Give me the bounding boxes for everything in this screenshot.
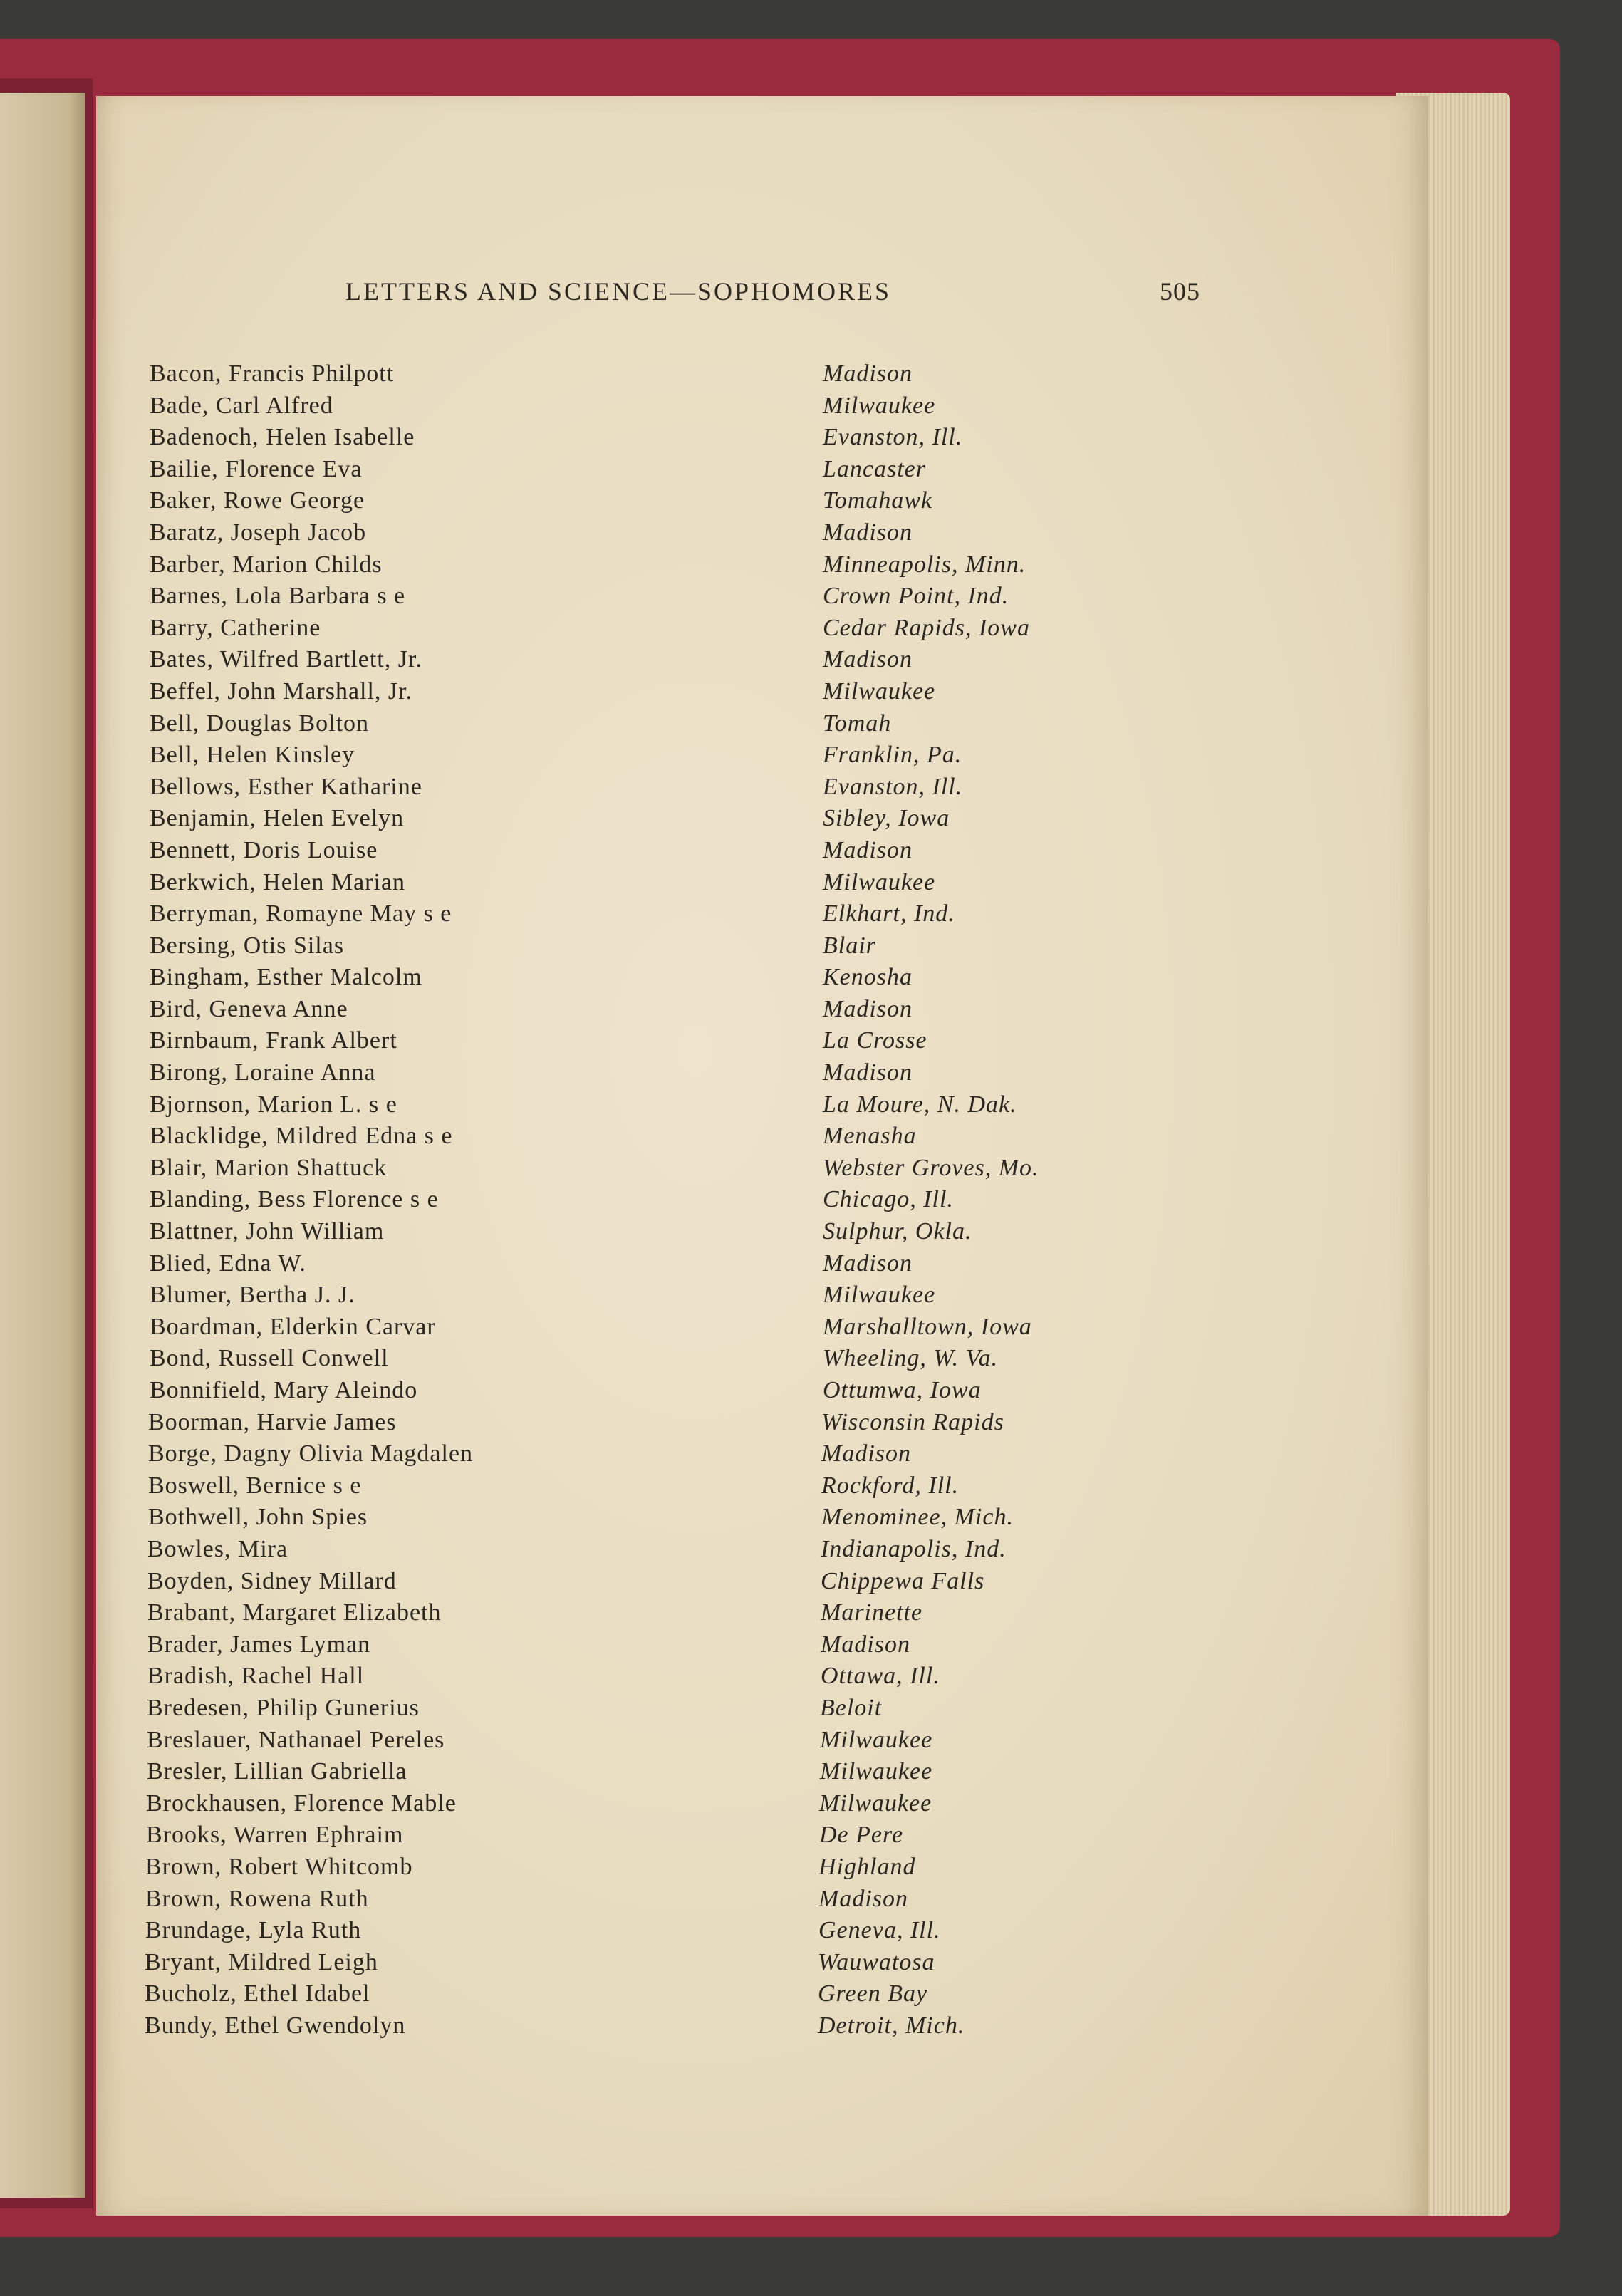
student-hometown: De Pere	[819, 1822, 904, 1849]
list-item	[150, 898, 1147, 930]
student-name: Birong, Loraine Anna	[150, 1059, 376, 1086]
running-head-title: LETTERS AND SCIENCE—SOPHOMORES	[345, 277, 892, 306]
student-name: Blanding, Bess Florence s e	[150, 1186, 439, 1213]
student-name: Bacon, Francis Philpott	[150, 360, 395, 387]
list-item	[146, 1788, 1143, 1820]
student-name: Boyden, Sidney Millard	[147, 1567, 397, 1594]
student-hometown: Webster Groves, Mo.	[823, 1154, 1039, 1181]
list-item	[145, 1884, 1143, 1916]
list-item	[150, 1375, 1147, 1407]
list-item	[150, 1121, 1147, 1153]
student-name: Blumer, Bertha J. J.	[150, 1282, 355, 1309]
list-item	[150, 1025, 1147, 1057]
list-item	[145, 2010, 1142, 2042]
student-roster	[145, 358, 1147, 2042]
student-hometown: Madison	[823, 1059, 913, 1086]
list-item	[147, 1629, 1145, 1661]
student-hometown: Indianapolis, Ind.	[821, 1535, 1007, 1562]
list-item	[150, 708, 1147, 740]
list-item	[150, 517, 1147, 549]
student-name: Boardman, Elderkin Carvar	[150, 1313, 436, 1340]
student-hometown: Menominee, Mich.	[821, 1504, 1014, 1531]
list-item	[150, 803, 1147, 835]
list-item	[150, 835, 1147, 867]
student-hometown: Madison	[823, 360, 913, 387]
student-name: Benjamin, Helen Evelyn	[150, 805, 405, 832]
student-name: Beffel, John Marshall, Jr.	[150, 677, 413, 705]
student-hometown: Wisconsin Rapids	[821, 1408, 1004, 1435]
student-name: Baker, Rowe George	[150, 487, 365, 514]
student-name: Bryant, Mildred Leigh	[145, 1948, 378, 1975]
list-item	[145, 1947, 1142, 1979]
student-name: Borge, Dagny Olivia Magdalen	[148, 1440, 474, 1468]
list-item	[145, 1978, 1142, 2010]
student-hometown: Chicago, Ill.	[823, 1186, 954, 1213]
student-name: Bond, Russell Conwell	[150, 1345, 389, 1372]
list-item	[150, 772, 1147, 804]
student-name: Bird, Geneva Anne	[150, 995, 348, 1022]
student-hometown: Lancaster	[823, 455, 926, 482]
student-name: Blair, Marion Shattuck	[150, 1154, 388, 1181]
student-name: Boorman, Harvie James	[148, 1408, 397, 1435]
student-name: Bowles, Mira	[147, 1535, 288, 1562]
student-name: Bates, Wilfred Bartlett, Jr.	[150, 646, 422, 673]
student-hometown: Cedar Rapids, Iowa	[823, 614, 1030, 641]
list-item	[150, 1153, 1147, 1185]
student-name: Bundy, Ethel Gwendolyn	[145, 2012, 406, 2039]
student-name: Berryman, Romayne May s e	[150, 900, 452, 928]
student-hometown: Detroit, Mich.	[818, 2012, 965, 2039]
student-hometown: Marinette	[821, 1599, 923, 1626]
student-hometown: Milwaukee	[823, 392, 936, 419]
list-item	[150, 390, 1147, 422]
list-item	[150, 613, 1147, 645]
student-name: Bradish, Rachel Hall	[147, 1663, 365, 1690]
list-item	[150, 644, 1147, 676]
student-name: Bade, Carl Alfred	[150, 392, 333, 419]
student-hometown: Evanston, Ill.	[823, 773, 963, 800]
list-item	[150, 930, 1147, 962]
page-number: 505	[1160, 277, 1200, 306]
list-item	[150, 676, 1147, 708]
student-name: Bellows, Esther Katharine	[150, 773, 422, 800]
student-hometown: Sibley, Iowa	[823, 805, 950, 832]
student-hometown: Green Bay	[818, 1980, 928, 2007]
student-name: Badenoch, Helen Isabelle	[150, 424, 415, 451]
student-hometown: Geneva, Ill.	[818, 1917, 941, 1944]
list-item	[148, 1438, 1145, 1470]
student-name: Barry, Catherine	[150, 614, 321, 641]
student-name: Baratz, Joseph Jacob	[150, 519, 367, 546]
list-item	[150, 549, 1147, 581]
list-item	[148, 1470, 1145, 1502]
list-item	[150, 867, 1147, 899]
student-hometown: Milwaukee	[823, 1282, 936, 1309]
student-name: Berkwich, Helen Marian	[150, 868, 406, 895]
student-name: Bresler, Lillian Gabriella	[147, 1758, 407, 1785]
student-name: Bjornson, Marion L. s e	[150, 1091, 397, 1118]
list-item	[145, 1851, 1143, 1884]
student-hometown: Rockford, Ill.	[821, 1472, 960, 1499]
student-name: Bell, Douglas Bolton	[150, 710, 370, 737]
student-name: Brockhausen, Florence Mable	[146, 1789, 457, 1817]
list-item	[150, 1248, 1147, 1280]
student-name: Barber, Marion Childs	[150, 551, 383, 578]
student-name: Bailie, Florence Eva	[150, 455, 363, 482]
list-item	[150, 1343, 1147, 1375]
student-name: Breslauer, Nathanael Pereles	[147, 1726, 445, 1753]
list-item	[150, 581, 1147, 613]
student-hometown: Madison	[821, 1631, 910, 1658]
student-name: Barnes, Lola Barbara s e	[150, 583, 406, 610]
student-hometown: Evanston, Ill.	[823, 424, 963, 451]
student-name: Blattner, John William	[150, 1218, 385, 1245]
student-name: Brown, Robert Whitcomb	[145, 1853, 413, 1880]
student-name: Boswell, Bernice s e	[148, 1472, 362, 1499]
list-item	[150, 358, 1147, 390]
list-item	[147, 1725, 1144, 1757]
student-hometown: Wheeling, W. Va.	[823, 1345, 999, 1372]
list-item	[150, 1279, 1147, 1311]
list-item	[147, 1693, 1144, 1725]
student-hometown: Ottawa, Ill.	[821, 1663, 940, 1690]
list-item	[150, 739, 1147, 772]
running-head	[345, 276, 1200, 312]
list-item	[150, 1057, 1147, 1089]
student-name: Blied, Edna W.	[150, 1250, 306, 1277]
student-name: Brabant, Margaret Elizabeth	[147, 1599, 442, 1626]
previous-page-edge	[0, 93, 85, 2198]
student-hometown: Blair	[823, 932, 876, 959]
student-hometown: Marshalltown, Iowa	[823, 1313, 1032, 1340]
student-hometown: Milwaukee	[819, 1789, 932, 1817]
student-hometown: Milwaukee	[820, 1758, 933, 1785]
student-hometown: Franklin, Pa.	[823, 742, 962, 769]
student-name: Bonnifield, Mary Aleindo	[150, 1377, 418, 1403]
list-item	[150, 454, 1147, 486]
list-item	[150, 1311, 1147, 1344]
student-hometown: Wauwatosa	[818, 1948, 935, 1975]
list-item	[146, 1819, 1143, 1851]
student-hometown: Tomah	[823, 710, 892, 737]
student-hometown: Madison	[823, 519, 913, 546]
student-hometown: Madison	[823, 836, 913, 863]
student-hometown: Milwaukee	[823, 868, 936, 895]
student-name: Brown, Rowena Ruth	[145, 1885, 369, 1912]
student-name: Birnbaum, Frank Albert	[150, 1027, 397, 1054]
student-name: Brader, James Lyman	[147, 1631, 371, 1658]
student-hometown: Ottumwa, Iowa	[823, 1377, 982, 1403]
student-hometown: Madison	[818, 1885, 908, 1912]
list-item	[150, 962, 1147, 994]
student-hometown: Sulphur, Okla.	[823, 1218, 972, 1245]
list-item	[150, 1216, 1147, 1248]
student-name: Bothwell, John Spies	[148, 1504, 368, 1531]
list-item	[150, 1089, 1147, 1121]
student-name: Blacklidge, Mildred Edna s e	[150, 1123, 453, 1150]
list-item	[150, 1184, 1147, 1216]
list-item	[148, 1407, 1145, 1439]
student-name: Bredesen, Philip Gunerius	[147, 1694, 420, 1721]
list-item	[148, 1502, 1145, 1534]
list-item	[147, 1597, 1145, 1629]
list-item	[147, 1756, 1144, 1788]
list-item	[145, 1915, 1143, 1947]
student-hometown: Highland	[818, 1853, 916, 1880]
student-hometown: Menasha	[823, 1123, 917, 1150]
student-hometown: La Moure, N. Dak.	[823, 1091, 1017, 1118]
student-name: Bennett, Doris Louise	[150, 836, 378, 863]
student-name: Bingham, Esther Malcolm	[150, 964, 422, 991]
list-item	[150, 485, 1147, 517]
list-item	[147, 1661, 1145, 1693]
student-hometown: Kenosha	[823, 964, 913, 991]
student-name: Bell, Helen Kinsley	[150, 742, 355, 769]
student-hometown: Madison	[823, 646, 913, 673]
student-hometown: Crown Point, Ind.	[823, 583, 1009, 610]
list-item	[147, 1534, 1145, 1566]
student-name: Bersing, Otis Silas	[150, 932, 345, 959]
student-hometown: Madison	[823, 995, 913, 1022]
student-hometown: La Crosse	[823, 1027, 927, 1054]
student-name: Brundage, Lyla Ruth	[145, 1917, 362, 1944]
list-item	[150, 422, 1147, 454]
student-hometown: Madison	[821, 1440, 911, 1468]
student-hometown: Tomahawk	[823, 487, 933, 514]
student-hometown: Madison	[823, 1250, 913, 1277]
list-item	[147, 1566, 1145, 1598]
student-hometown: Elkhart, Ind.	[823, 900, 955, 928]
student-hometown: Milwaukee	[823, 677, 936, 705]
student-name: Brooks, Warren Ephraim	[146, 1822, 404, 1849]
list-item	[150, 994, 1147, 1026]
student-hometown: Beloit	[820, 1694, 883, 1721]
student-hometown: Minneapolis, Minn.	[823, 551, 1026, 578]
student-hometown: Milwaukee	[820, 1726, 933, 1753]
student-name: Bucholz, Ethel Idabel	[145, 1980, 370, 2007]
student-hometown: Chippewa Falls	[821, 1567, 985, 1594]
